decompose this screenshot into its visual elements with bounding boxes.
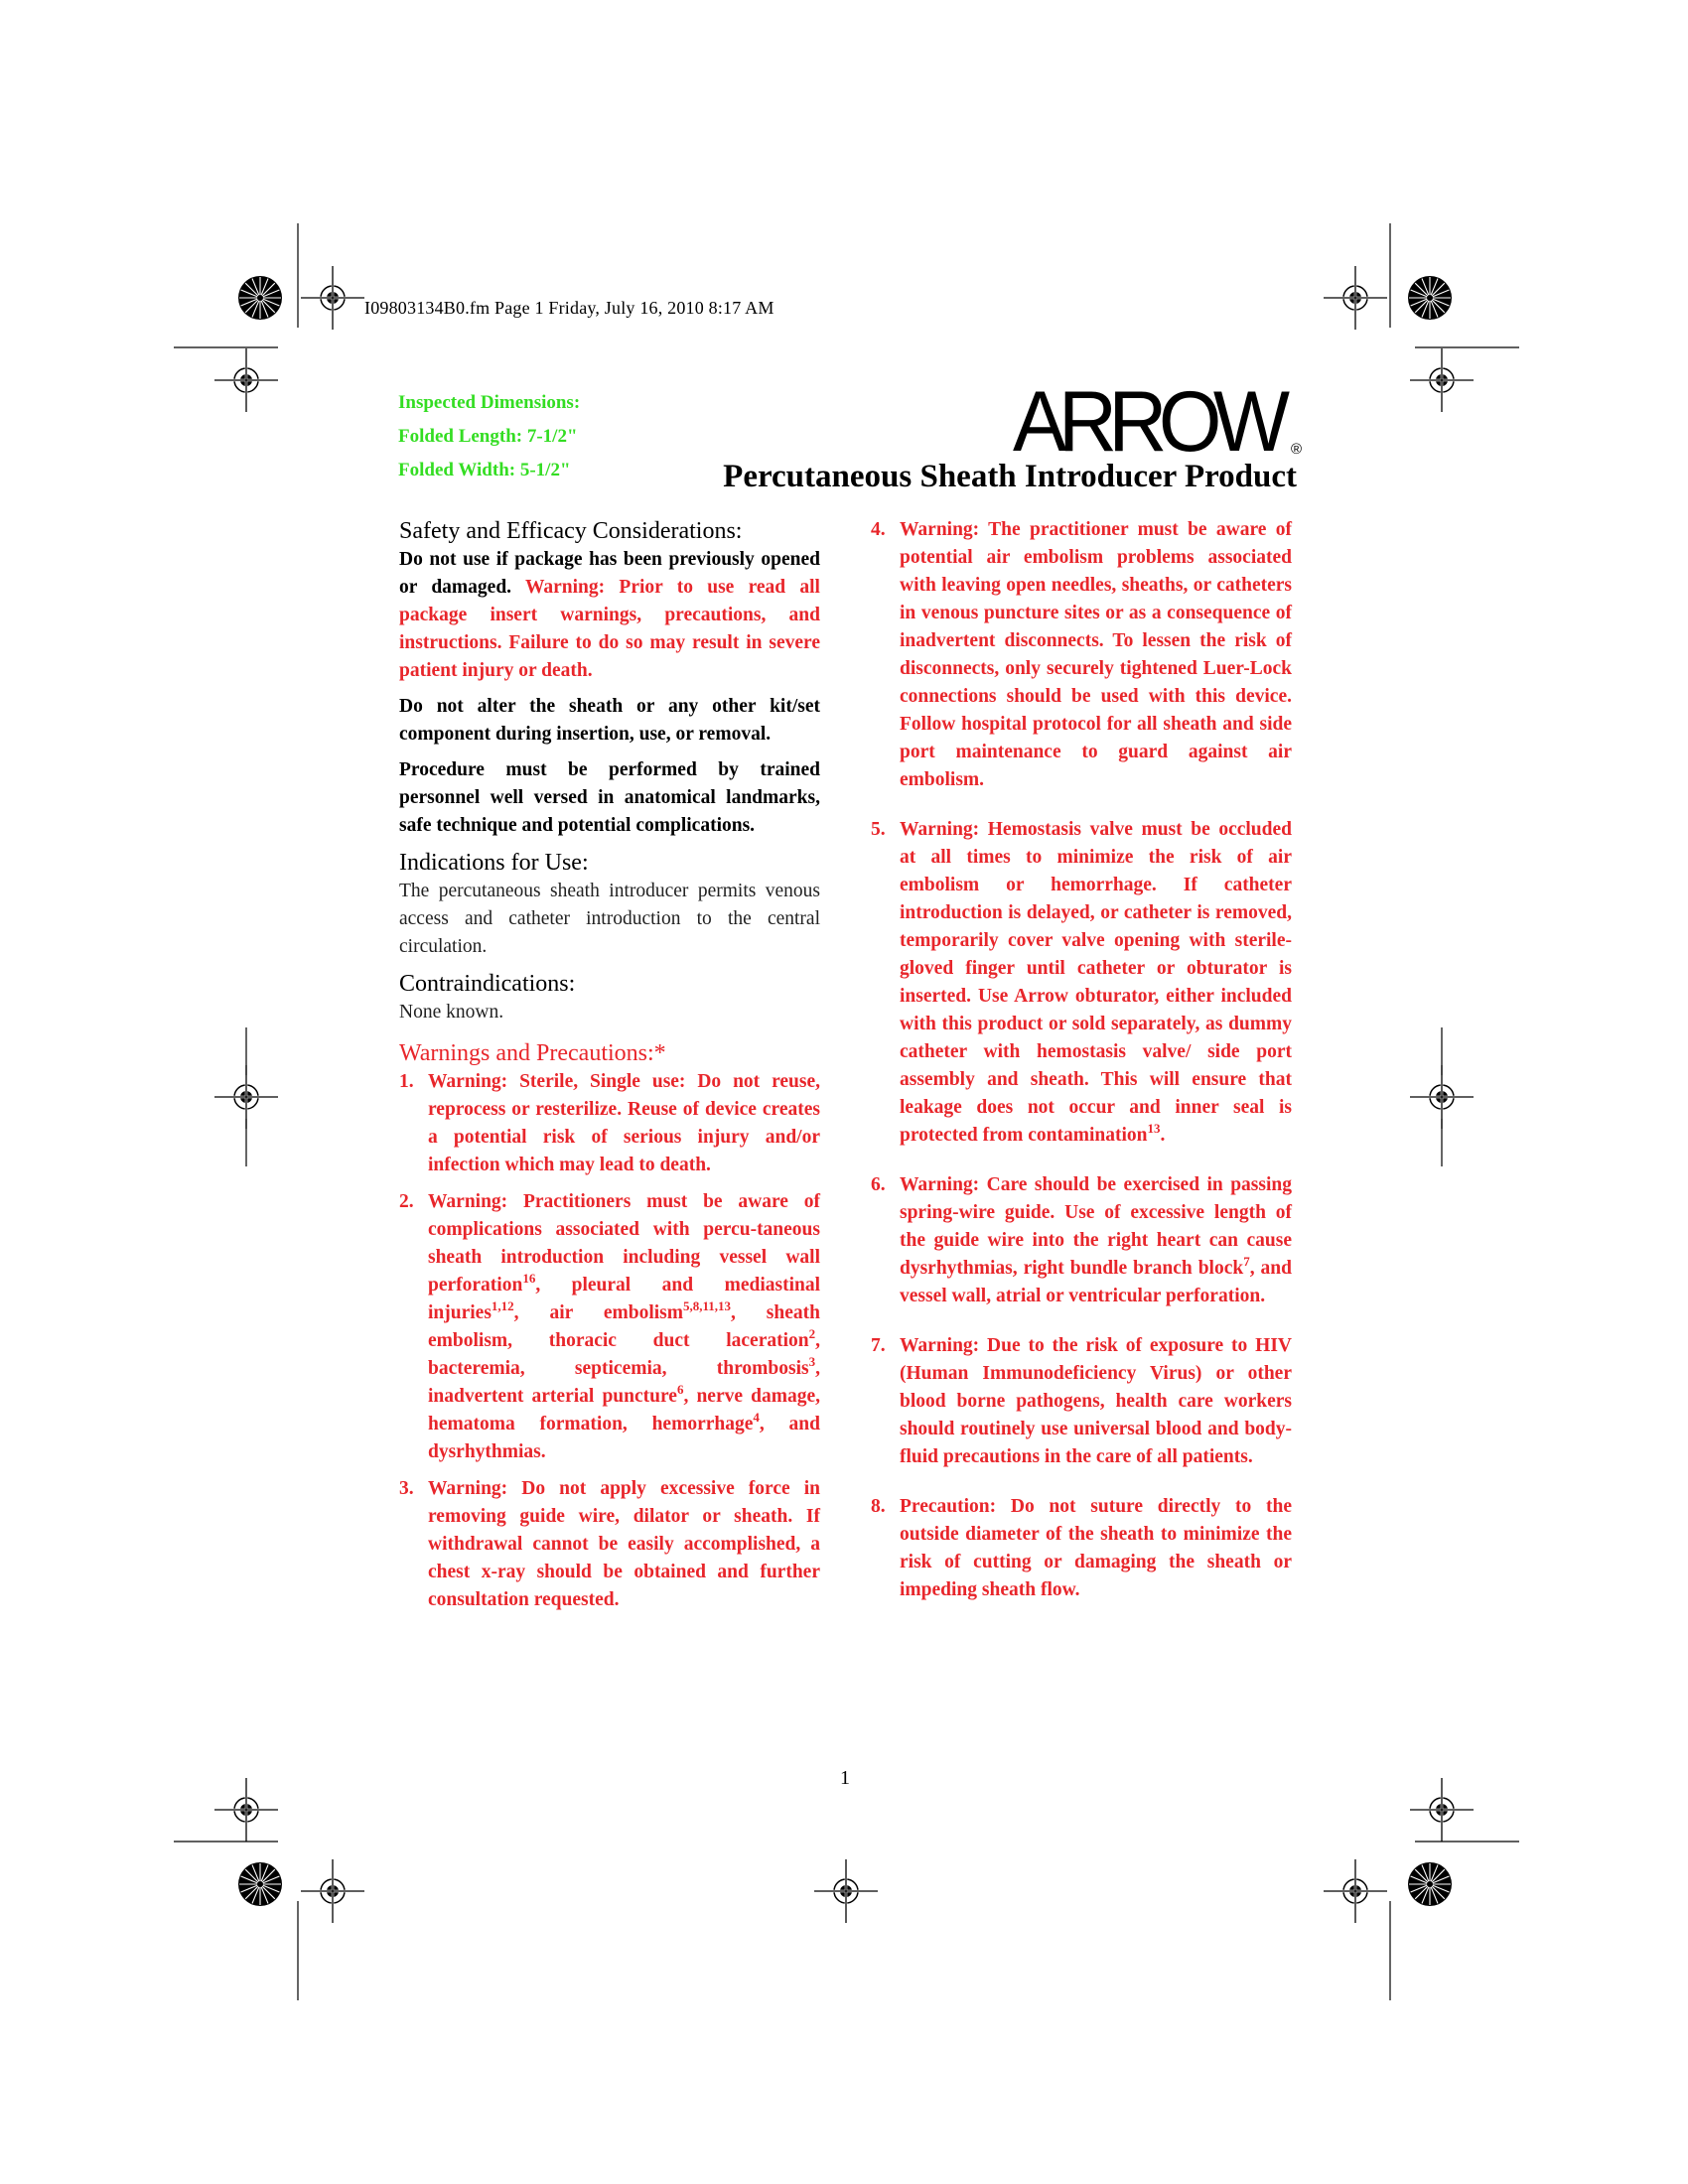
ref-superscript: 5,8,11,13 <box>682 1298 732 1313</box>
warning-2-part: , pleural and mediastinal injuries <box>428 1275 820 1323</box>
indications-text: The percutaneous sheath introducer permits venous access and catheter introduction to the central circulation. <box>399 881 820 957</box>
warning-text-8: Precaution: Do not suture directly to the outside diameter of the sheath to minimize the risk of cutting or damaging the sheath or impeding sheath flow. <box>900 1496 1292 1600</box>
inspected-title: Inspected Dimensions: <box>398 392 581 413</box>
logo-text: ARROW <box>1013 374 1282 470</box>
warning-item-7 <box>871 1332 1292 1471</box>
warning-num-7: 7. <box>871 1335 886 1356</box>
warning-6-part: Warning: Care should be exercised in passing spring-wire guide. Use of excessive length of the guide wire into the right heart can cause dysrhythmias, right bundle branch block <box>900 1174 1292 1279</box>
warnings-list-left <box>399 1068 820 1614</box>
safety-heading: Safety and Efficacy Considerations: <box>399 518 743 544</box>
warning-2-part: , bacteremia, septicemia, thrombosis <box>428 1330 820 1379</box>
warning-item-2 <box>399 1188 820 1466</box>
document-title: Percutaneous Sheath Introducer Product <box>723 459 1297 494</box>
warning-num-4: 4. <box>871 519 886 540</box>
page-number: 1 <box>840 1767 850 1789</box>
warning-num-2: 2. <box>399 1191 414 1212</box>
warning-num-5: 5. <box>871 819 886 840</box>
warning-text-1: Warning: Sterile, Single use: Do not reuse, reprocess or resterilize. Reuse of device creates a potential risk of serious injury and/or infection which may lead to death. <box>428 1071 820 1175</box>
ref-superscript: 2 <box>808 1326 816 1341</box>
arrow-logo <box>1013 374 1311 470</box>
warning-2-part: , nerve damage, hematoma formation, hemorrhage <box>428 1386 820 1434</box>
ref-superscript: 1,12 <box>491 1298 514 1313</box>
warning-item-1 <box>399 1068 820 1179</box>
warning-2-part: , air embolism <box>513 1302 683 1323</box>
warning-num-6: 6. <box>871 1174 886 1195</box>
warning-item-8 <box>871 1493 1292 1604</box>
warning-num-3: 3. <box>399 1478 414 1499</box>
safety-paragraph-2: Do not alter the sheath or any other kit/set component during insertion, use, or removal. <box>399 696 820 745</box>
indications-heading: Indications for Use: <box>399 850 589 876</box>
ref-superscript: 3 <box>808 1354 816 1369</box>
warning-item-4 <box>871 516 1292 794</box>
warning-text-4: Warning: The practitioner must be aware of potential air embolism problems associated with leaving open needles, sheaths, or catheters in venous puncture sites or as a consequence of inadvertent disconnects. To lessen the risk of disconnects, only securely tightened Luer-Lock connections should be used with this device. Follow hospital protocol for all sheath and side port maintenance to guard against air embolism. <box>900 519 1292 790</box>
warning-item-6 <box>871 1171 1292 1310</box>
safety-paragraph-3: Procedure must be performed by trained personnel well versed in anatomical landmarks, safe technique and potential complications. <box>399 759 820 836</box>
warning-item-3 <box>399 1475 820 1614</box>
warning-5-end: . <box>1160 1125 1166 1146</box>
ref-superscript: 13 <box>1147 1121 1161 1136</box>
warning-2-part: , sheath embolism, thoracic duct laceration <box>428 1302 820 1351</box>
warning-num-1: 1. <box>399 1071 414 1092</box>
warning-num-8: 8. <box>871 1496 886 1517</box>
ref-superscript: 7 <box>1243 1254 1250 1269</box>
registered-mark: ® <box>1291 441 1303 458</box>
ref-superscript: 16 <box>522 1271 536 1286</box>
right-column <box>871 516 1292 1604</box>
warnings-list-right <box>871 516 1292 1604</box>
warning-text-3: Warning: Do not apply excessive force in removing guide wire, dilator or sheath. If withdrawal cannot be easily accomplished, a chest x-ray should be obtained and further consultation requested. <box>428 1478 820 1610</box>
warnings-heading: Warnings and Precautions:* <box>399 1040 666 1066</box>
warning-2-part: Warning: Practitioners must be aware of complications associated with percu-taneous sheath introduction including vessel wall perforation <box>428 1191 820 1296</box>
safety-paragraph-1 <box>399 546 820 685</box>
warning-text-5: Warning: Hemostasis valve must be occluded at all times to minimize the risk of air embolism or hemorrhage. If catheter introduction is delayed, or catheter is removed, temporarily cover valve opening with sterile-gloved finger until catheter or obturator is inserted. Use Arrow obturator, either included with this product or sold separately, as dummy catheter with hemostasis valve/ side port assembly and sheath. This will ensure that leakage does not occur and inner seal is protected from contamination <box>900 819 1292 1146</box>
warning-item-5 <box>871 816 1292 1150</box>
warning-2-part: , inadvertent arterial puncture <box>428 1358 820 1407</box>
warning-6-part: , and vessel wall, atrial or ventricular perforation. <box>900 1258 1292 1306</box>
ref-superscript: 6 <box>676 1382 684 1397</box>
safety-p1-black: Do not use if package has been previously opened or damaged. <box>399 549 820 598</box>
ref-superscript: 4 <box>753 1410 760 1425</box>
warning-text-7: Warning: Due to the risk of exposure to HIV (Human Immunodeficiency Virus) or other blood borne pathogens, health care workers should routinely use universal blood and body-fluid precautions in the care of all patients. <box>900 1335 1292 1467</box>
inspected-length: Folded Length: 7-1/2" <box>398 426 578 447</box>
warning-2-part: , and dysrhythmias. <box>428 1414 820 1462</box>
left-column <box>399 516 820 1614</box>
inspected-width: Folded Width: 5-1/2" <box>398 460 571 480</box>
file-header: I09803134B0.fm Page 1 Friday, July 16, 2010 8:17 AM <box>364 298 774 318</box>
contraindications-heading: Contraindications: <box>399 971 576 997</box>
safety-p1-red: Warning: Prior to use read all package insert warnings, precautions, and instructions. Failure to do so may result in severe patient injury or death. <box>399 577 820 681</box>
contraindications-text: None known. <box>399 1002 504 1023</box>
